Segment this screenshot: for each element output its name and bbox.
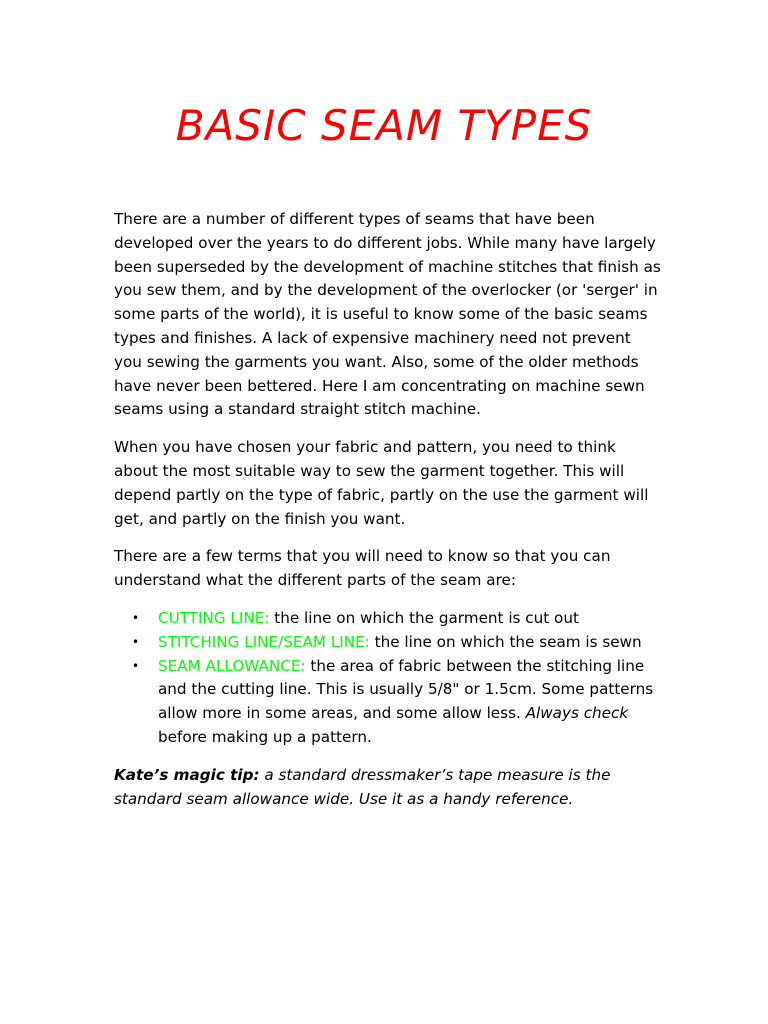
term-emphasis: Always check	[525, 704, 629, 723]
term-definition: the line on which the garment is cut out	[269, 608, 579, 627]
terms-intro-paragraph: There are a few terms that you will need to know so that you can understand what the different parts of the seam are:	[114, 547, 611, 590]
list-item	[132, 655, 662, 750]
magic-tip	[114, 764, 662, 812]
term-label: STITCHING LINE/SEAM LINE:	[158, 632, 370, 651]
tip-colon: :	[253, 765, 260, 784]
term-definition-end: before making up a pattern.	[158, 727, 372, 746]
bullet-icon: •	[132, 658, 140, 673]
bullet-icon: •	[132, 610, 140, 625]
term-definition: the line on which the seam is sewn	[369, 632, 642, 651]
list-item	[132, 607, 662, 631]
term-label: SEAM ALLOWANCE:	[158, 656, 306, 675]
fabric-paragraph: When you have chosen your fabric and pattern, you need to think about the most suitable way to sew the garment together. This will depend partly on the type of fabric, partly on the use the garment will get, and partly on the finish you want.	[114, 438, 649, 528]
list-item	[132, 631, 662, 655]
tip-text: a standard dressmaker’s tape measure is the standard seam allowance wide. Use it as a handy reference.	[114, 765, 611, 808]
document-body	[114, 208, 662, 825]
term-label: CUTTING LINE:	[158, 608, 270, 627]
page-title: BASIC SEAM TYPES	[175, 101, 593, 150]
terms-list	[114, 607, 662, 750]
intro-paragraph: There are a number of different types of seams that have been developed over the years to do different jobs. While many have largely been superseded by the development of machine stitches that finish as you sew them, and by the development of the overlocker (or 'serger' in some parts of the world), it is useful to know some of the basic seams types and finishes. A lack of expensive machinery need not prevent you sewing the garments you want. Also, some of the older methods have never been bettered. Here I am concentrating on machine sewn seams using a standard straight stitch machine.	[114, 210, 661, 419]
tip-lead: Kate’s magic tip	[114, 765, 254, 784]
bullet-icon: •	[132, 634, 140, 649]
term-definition: the area of fabric between the stitching line and the cutting line. This is usually 5/8" or 1.5cm. Some patterns allow more in some areas, and some allow less.	[158, 656, 654, 723]
